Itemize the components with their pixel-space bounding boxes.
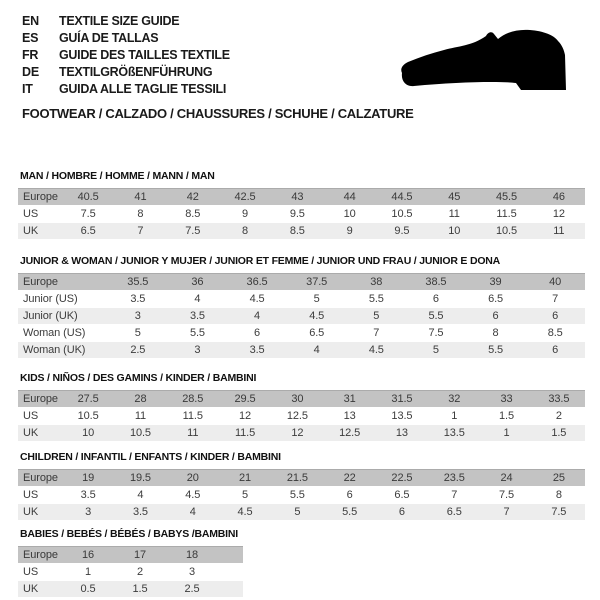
row-label: UK bbox=[18, 504, 62, 521]
size-value: 11 bbox=[533, 223, 585, 240]
row-label: Junior (UK) bbox=[18, 308, 108, 325]
size-value: 13 bbox=[376, 425, 428, 442]
size-table bbox=[18, 546, 243, 598]
size-value: 38 bbox=[347, 274, 407, 291]
size-value: 4.5 bbox=[287, 308, 347, 325]
size-header-row bbox=[18, 274, 585, 291]
size-value: 5.5 bbox=[347, 291, 407, 308]
size-value: 6 bbox=[525, 342, 585, 359]
size-value: 7 bbox=[347, 325, 407, 342]
size-value: 36 bbox=[168, 274, 228, 291]
size-value: 42 bbox=[167, 189, 219, 206]
size-value: 12 bbox=[271, 425, 323, 442]
size-value: 5 bbox=[287, 291, 347, 308]
size-value: 16 bbox=[62, 547, 114, 564]
size-value: 7.5 bbox=[167, 223, 219, 240]
size-value: 5.5 bbox=[168, 325, 228, 342]
size-value: 5 bbox=[219, 487, 271, 504]
size-value: 13.5 bbox=[376, 408, 428, 425]
dress-shoe-icon bbox=[398, 24, 578, 98]
size-value: 1.5 bbox=[114, 581, 166, 598]
language-title: GUIDA ALLE TAGLIE TESSILI bbox=[59, 81, 227, 96]
tables-area bbox=[18, 170, 585, 598]
size-value: 4 bbox=[167, 504, 219, 521]
size-value: 5.5 bbox=[466, 342, 526, 359]
language-row bbox=[22, 80, 230, 97]
size-value: 1.5 bbox=[480, 408, 532, 425]
category-line: FOOTWEAR / CALZADO / CHAUSSURES / SCHUHE / CALZATURE bbox=[22, 106, 414, 121]
size-row bbox=[18, 564, 243, 581]
size-value: 31.5 bbox=[376, 391, 428, 408]
row-label: US bbox=[18, 564, 62, 581]
size-value: 6.5 bbox=[287, 325, 347, 342]
size-value: 46 bbox=[533, 189, 585, 206]
size-value: 2.5 bbox=[108, 342, 168, 359]
size-value: 10.5 bbox=[114, 425, 166, 442]
size-value: 33.5 bbox=[533, 391, 585, 408]
size-value: 0.5 bbox=[62, 581, 114, 598]
row-label: Junior (US) bbox=[18, 291, 108, 308]
size-value: 25 bbox=[533, 470, 585, 487]
size-table bbox=[18, 390, 585, 442]
language-title: GUIDE DES TAILLES TEXTILE bbox=[59, 47, 230, 62]
size-value: 27.5 bbox=[62, 391, 114, 408]
size-value: 8.5 bbox=[525, 325, 585, 342]
size-value: 11.5 bbox=[480, 206, 532, 223]
size-value: 40.5 bbox=[62, 189, 114, 206]
size-value: 44 bbox=[323, 189, 375, 206]
size-value: 40 bbox=[525, 274, 585, 291]
size-value: 31 bbox=[323, 391, 375, 408]
row-label: US bbox=[18, 487, 62, 504]
size-row bbox=[18, 325, 585, 342]
size-row bbox=[18, 223, 585, 240]
size-value: 32 bbox=[428, 391, 480, 408]
size-value: 11.5 bbox=[219, 425, 271, 442]
size-header-row bbox=[18, 547, 243, 564]
size-value: 38.5 bbox=[406, 274, 466, 291]
size-value: 21 bbox=[219, 470, 271, 487]
size-value: 4 bbox=[287, 342, 347, 359]
size-table bbox=[18, 469, 585, 521]
size-value: 5 bbox=[271, 504, 323, 521]
row-label: Europe bbox=[18, 391, 62, 408]
size-value: 3.5 bbox=[114, 504, 166, 521]
size-header-row bbox=[18, 391, 585, 408]
size-row bbox=[18, 342, 585, 359]
size-value: 10.5 bbox=[376, 206, 428, 223]
size-value: 7 bbox=[525, 291, 585, 308]
size-value: 3 bbox=[62, 504, 114, 521]
size-value: 3 bbox=[108, 308, 168, 325]
size-value: 30 bbox=[271, 391, 323, 408]
section-title: CHILDREN / INFANTIL / ENFANTS / KINDER / BAMBINI bbox=[20, 451, 281, 463]
size-value: 7 bbox=[480, 504, 532, 521]
spacer-cell bbox=[218, 547, 243, 564]
row-label: US bbox=[18, 408, 62, 425]
size-value: 8.5 bbox=[271, 223, 323, 240]
size-value: 5 bbox=[406, 342, 466, 359]
size-value: 6 bbox=[525, 308, 585, 325]
size-value: 8 bbox=[114, 206, 166, 223]
size-value: 44.5 bbox=[376, 189, 428, 206]
row-label: Europe bbox=[18, 189, 62, 206]
size-value: 3.5 bbox=[168, 308, 228, 325]
size-value: 3.5 bbox=[108, 291, 168, 308]
size-value: 19 bbox=[62, 470, 114, 487]
size-table-section bbox=[18, 528, 585, 598]
language-code: IT bbox=[22, 81, 33, 96]
size-value: 7 bbox=[114, 223, 166, 240]
size-value: 4 bbox=[227, 308, 287, 325]
size-value: 20 bbox=[167, 470, 219, 487]
size-value: 12 bbox=[533, 206, 585, 223]
size-value: 9 bbox=[219, 206, 271, 223]
size-value: 13.5 bbox=[428, 425, 480, 442]
size-value: 7 bbox=[428, 487, 480, 504]
size-value: 28 bbox=[114, 391, 166, 408]
size-value: 3 bbox=[168, 342, 228, 359]
size-value: 17 bbox=[114, 547, 166, 564]
size-row bbox=[18, 291, 585, 308]
size-value: 11.5 bbox=[167, 408, 219, 425]
size-row bbox=[18, 408, 585, 425]
size-value: 7.5 bbox=[480, 487, 532, 504]
row-label: UK bbox=[18, 223, 62, 240]
size-value: 12 bbox=[219, 408, 271, 425]
size-value: 19.5 bbox=[114, 470, 166, 487]
size-value: 29.5 bbox=[219, 391, 271, 408]
size-value: 3.5 bbox=[62, 487, 114, 504]
size-value: 3.5 bbox=[227, 342, 287, 359]
size-value: 6.5 bbox=[62, 223, 114, 240]
size-value: 13 bbox=[323, 408, 375, 425]
size-value: 4.5 bbox=[347, 342, 407, 359]
size-value: 10 bbox=[428, 223, 480, 240]
size-table-section bbox=[18, 170, 585, 240]
section-title: JUNIOR & WOMAN / JUNIOR Y MUJER / JUNIOR ET FEMME / JUNIOR UND FRAU / JUNIOR E DONA bbox=[20, 255, 501, 267]
size-value: 6 bbox=[406, 291, 466, 308]
language-title: GUÍA DE TALLAS bbox=[59, 30, 159, 45]
size-value: 8.5 bbox=[167, 206, 219, 223]
size-value: 2.5 bbox=[166, 581, 218, 598]
size-value: 10.5 bbox=[480, 223, 532, 240]
size-value: 6.5 bbox=[466, 291, 526, 308]
size-value: 6 bbox=[227, 325, 287, 342]
size-value: 10.5 bbox=[62, 408, 114, 425]
size-value: 4.5 bbox=[219, 504, 271, 521]
language-row bbox=[22, 46, 230, 63]
language-row bbox=[22, 12, 230, 29]
size-value: 42.5 bbox=[219, 189, 271, 206]
size-value: 11 bbox=[167, 425, 219, 442]
size-value: 41 bbox=[114, 189, 166, 206]
size-value: 5 bbox=[347, 308, 407, 325]
row-label: UK bbox=[18, 581, 62, 598]
size-row bbox=[18, 581, 243, 598]
size-value: 36.5 bbox=[227, 274, 287, 291]
size-value: 22 bbox=[323, 470, 375, 487]
size-value: 5.5 bbox=[271, 487, 323, 504]
language-row bbox=[22, 63, 230, 80]
spacer-cell bbox=[218, 564, 243, 581]
size-value: 37.5 bbox=[287, 274, 347, 291]
size-value: 1 bbox=[428, 408, 480, 425]
language-list bbox=[22, 12, 230, 97]
size-value: 35.5 bbox=[108, 274, 168, 291]
language-title: TEXTILGRÖßENFÜHRUNG bbox=[59, 64, 213, 79]
size-value: 7.5 bbox=[62, 206, 114, 223]
size-row bbox=[18, 504, 585, 521]
size-value: 12.5 bbox=[323, 425, 375, 442]
row-label: Europe bbox=[18, 547, 62, 564]
size-row bbox=[18, 425, 585, 442]
size-value: 5.5 bbox=[406, 308, 466, 325]
row-label: US bbox=[18, 206, 62, 223]
size-value: 18 bbox=[166, 547, 218, 564]
row-label: Europe bbox=[18, 274, 108, 291]
size-value: 1.5 bbox=[533, 425, 585, 442]
size-value: 4.5 bbox=[227, 291, 287, 308]
size-row bbox=[18, 487, 585, 504]
size-value: 1 bbox=[62, 564, 114, 581]
size-value: 7.5 bbox=[533, 504, 585, 521]
size-value: 5 bbox=[108, 325, 168, 342]
size-header-row bbox=[18, 189, 585, 206]
size-header-row bbox=[18, 470, 585, 487]
size-value: 10 bbox=[323, 206, 375, 223]
language-title: TEXTILE SIZE GUIDE bbox=[59, 13, 180, 28]
size-value: 6.5 bbox=[428, 504, 480, 521]
language-code: FR bbox=[22, 47, 39, 62]
size-value: 6 bbox=[466, 308, 526, 325]
size-value: 39 bbox=[466, 274, 526, 291]
size-value: 8 bbox=[466, 325, 526, 342]
size-value: 10 bbox=[62, 425, 114, 442]
size-value: 8 bbox=[219, 223, 271, 240]
size-value: 24 bbox=[480, 470, 532, 487]
size-value: 45 bbox=[428, 189, 480, 206]
size-value: 9.5 bbox=[271, 206, 323, 223]
language-code: ES bbox=[22, 30, 39, 45]
size-value: 23.5 bbox=[428, 470, 480, 487]
size-value: 6 bbox=[323, 487, 375, 504]
language-row bbox=[22, 29, 230, 46]
size-value: 3 bbox=[166, 564, 218, 581]
size-table-section bbox=[18, 255, 585, 359]
size-value: 2 bbox=[533, 408, 585, 425]
spacer-cell bbox=[218, 581, 243, 598]
size-value: 45.5 bbox=[480, 189, 532, 206]
size-value: 22.5 bbox=[376, 470, 428, 487]
size-value: 9 bbox=[323, 223, 375, 240]
size-value: 9.5 bbox=[376, 223, 428, 240]
row-label: Woman (UK) bbox=[18, 342, 108, 359]
row-label: UK bbox=[18, 425, 62, 442]
size-value: 5.5 bbox=[323, 504, 375, 521]
size-value: 6.5 bbox=[376, 487, 428, 504]
size-table-section bbox=[18, 372, 585, 442]
language-code: DE bbox=[22, 64, 39, 79]
size-value: 6 bbox=[376, 504, 428, 521]
size-value: 1 bbox=[480, 425, 532, 442]
section-title: BABIES / BEBÉS / BÉBÉS / BABYS /BAMBINI bbox=[20, 528, 238, 540]
size-value: 8 bbox=[533, 487, 585, 504]
size-value: 4.5 bbox=[167, 487, 219, 504]
size-value: 4 bbox=[168, 291, 228, 308]
size-value: 28.5 bbox=[167, 391, 219, 408]
size-table-section bbox=[18, 451, 585, 521]
size-table bbox=[18, 273, 585, 359]
language-code: EN bbox=[22, 13, 39, 28]
size-value: 11 bbox=[114, 408, 166, 425]
size-value: 33 bbox=[480, 391, 532, 408]
row-label: Europe bbox=[18, 470, 62, 487]
size-value: 12.5 bbox=[271, 408, 323, 425]
row-label: Woman (US) bbox=[18, 325, 108, 342]
section-title: MAN / HOMBRE / HOMME / MANN / MAN bbox=[20, 170, 215, 182]
size-value: 2 bbox=[114, 564, 166, 581]
section-title: KIDS / NIÑOS / DES GAMINS / KINDER / BAMBINI bbox=[20, 372, 257, 384]
size-value: 11 bbox=[428, 206, 480, 223]
size-value: 21.5 bbox=[271, 470, 323, 487]
size-value: 7.5 bbox=[406, 325, 466, 342]
size-table bbox=[18, 188, 585, 240]
size-row bbox=[18, 308, 585, 325]
size-value: 43 bbox=[271, 189, 323, 206]
size-value: 4 bbox=[114, 487, 166, 504]
size-row bbox=[18, 206, 585, 223]
